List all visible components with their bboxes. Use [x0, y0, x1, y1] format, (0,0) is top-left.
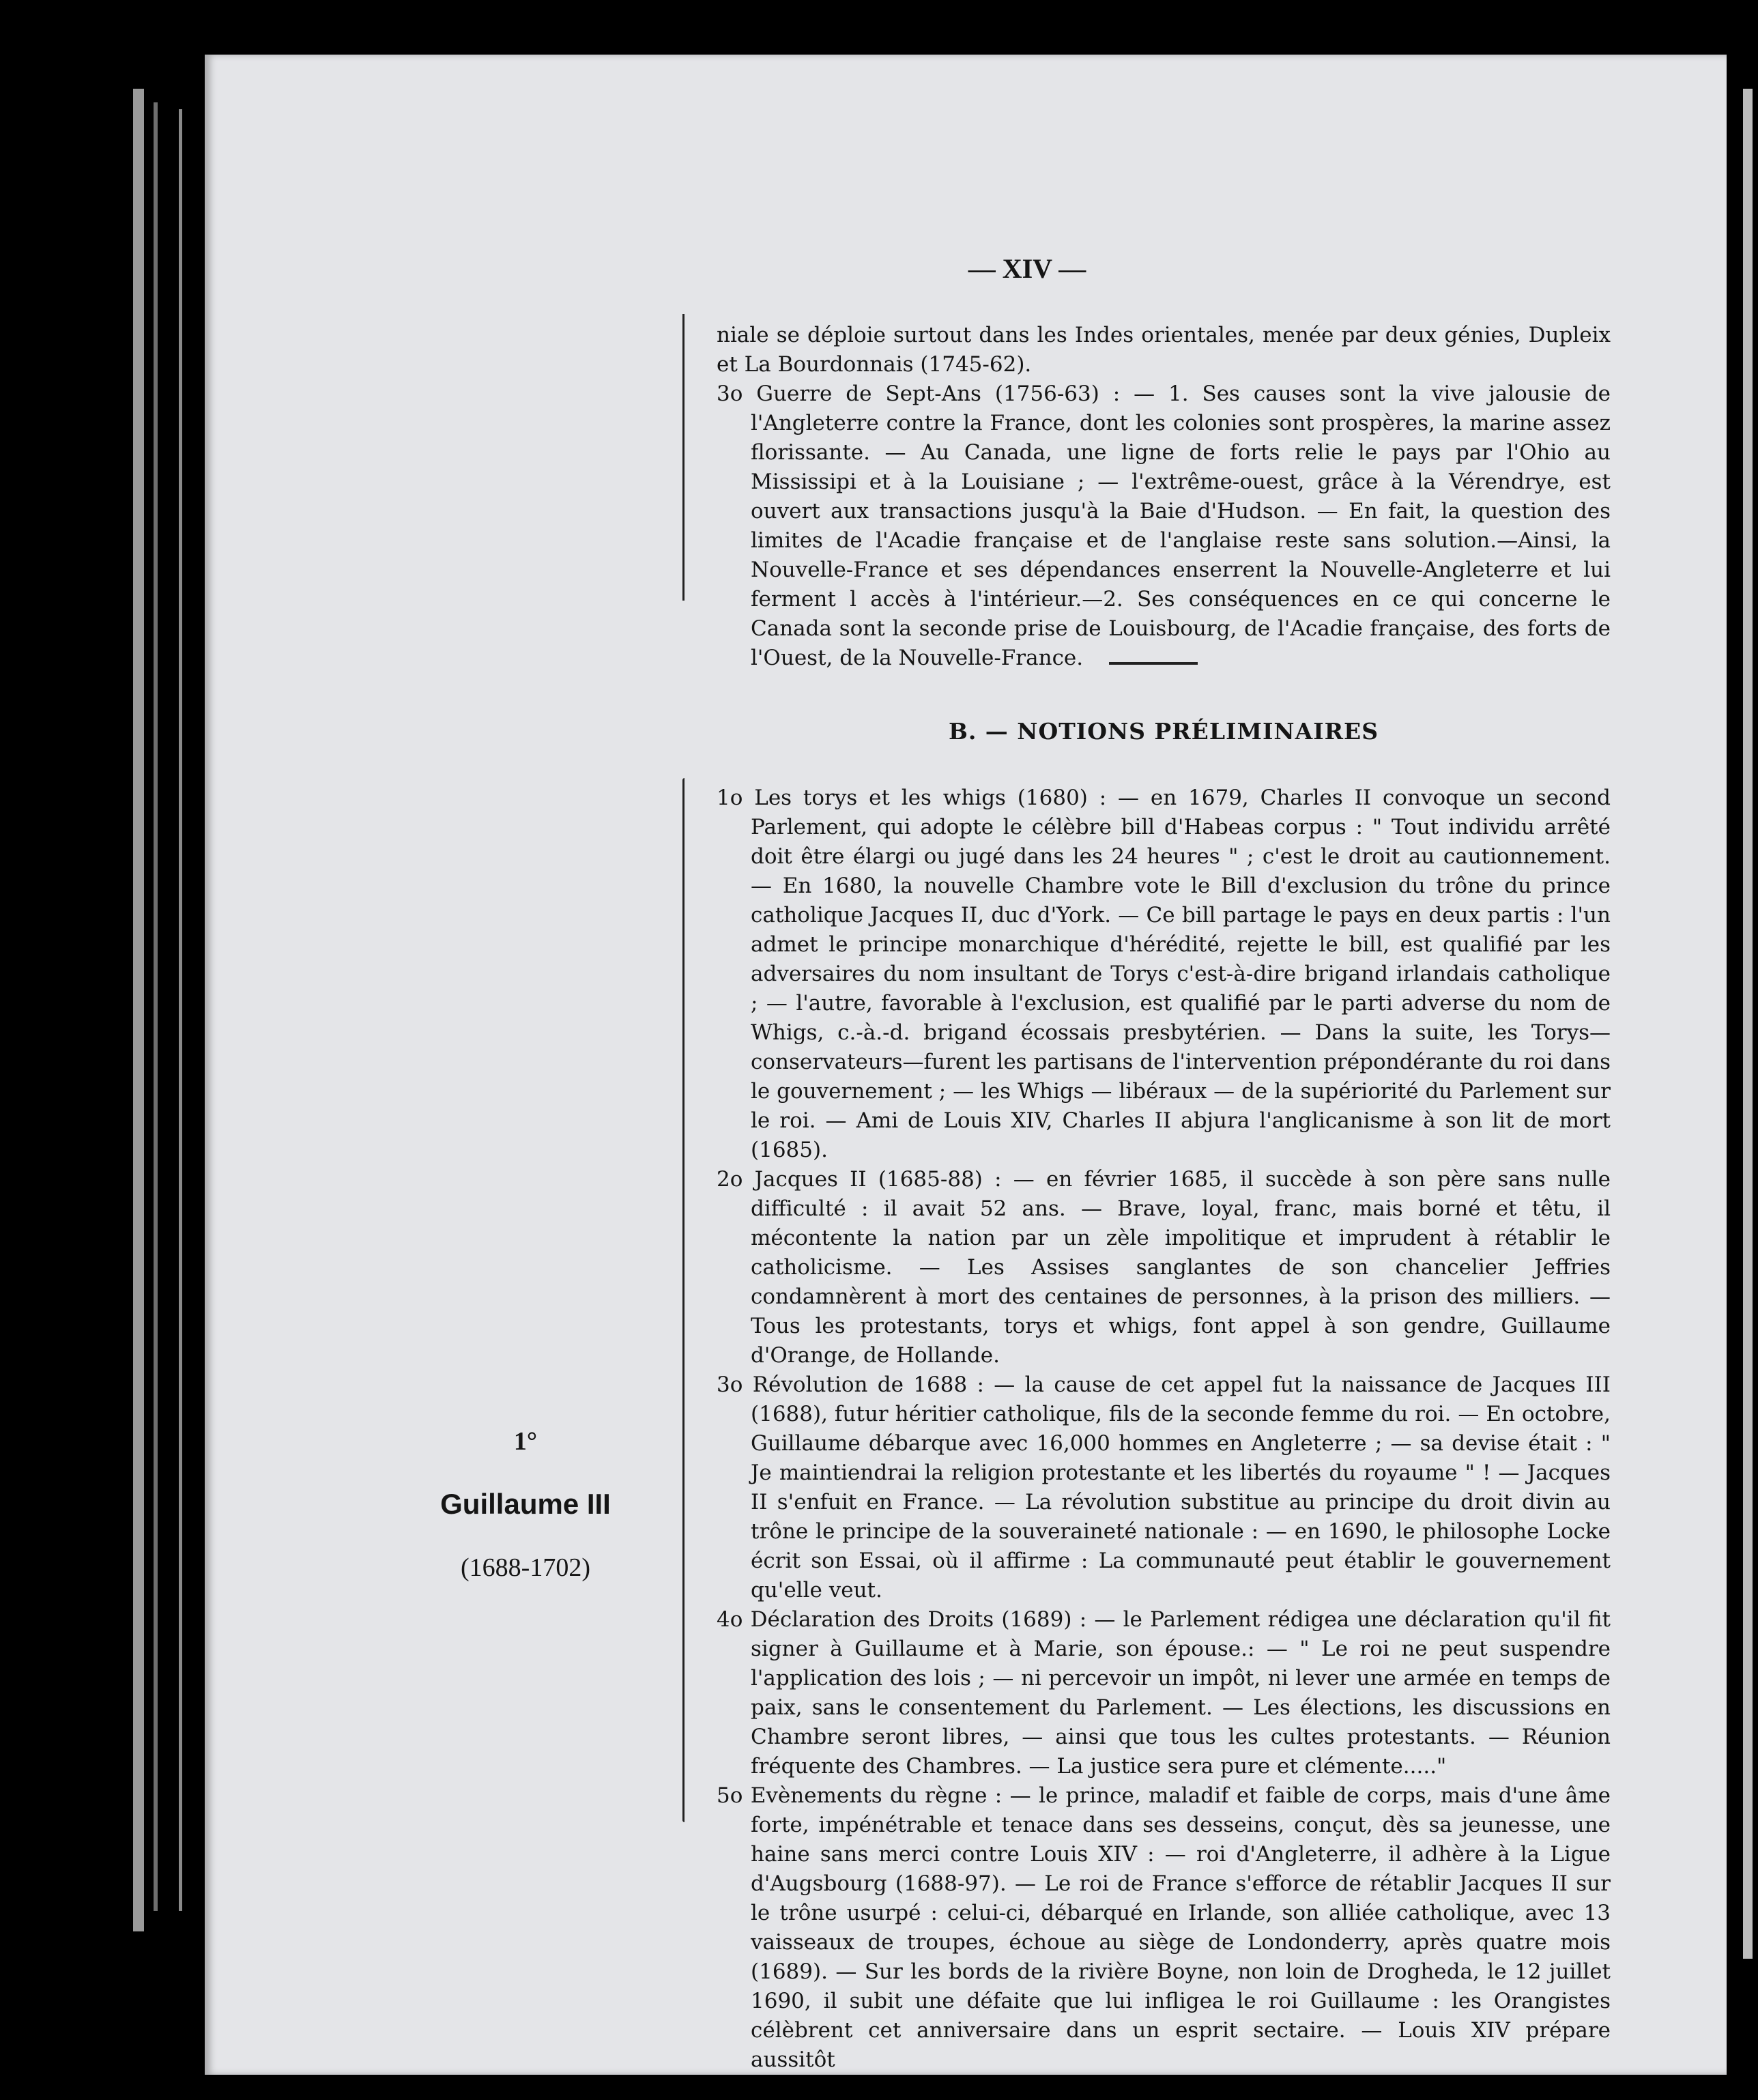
side-ordinal: 1° [513, 1427, 538, 1456]
paragraph-declaration-droits: 4o Déclaration des Droits (1689) : — le Parlement rédigea une déclaration qu'il fit signer à Guillaume et à Marie, son épouse.: — " Le roi ne peut suspendre l'application des lois ; — ni percevoir un impôt, ni lever une armée en temps de paix, sans le consentement du Parlement. — Les élections, les discussions en Chambre seront libres, — ainsi que tous les cultes protestants. — Réunion fréquente des Chambres. — La justice sera pure et clémente....." [717, 1607, 1611, 1779]
section-heading: B. — NOTIONS PRÉLIMINAIRES [948, 718, 1379, 745]
paragraph-continuation: niale se déploie surtout dans les Indes orientales, menée par deux génies, Dupleix et La Bourdonnais (1745-62). [717, 323, 1611, 377]
section-divider [1109, 662, 1198, 665]
paragraph-torys-whigs: 1o Les torys et les whigs (1680) : — en 1679, Charles II convoque un second Parlement, qui adopte le célèbre bill d'Habeas corpus : " Tout individu arrêté doit être élargi ou jugé dans les 24 heures " ; c'est le droit au cautionnement. — En 1680, la nouvelle Chambre vote le Bill d'exclusion du trône du prince catholique Jacques II, duc d'York. — Ce bill partage le pays en deux partis : l'un admet le principe monarchique d'hérédité, rejette le bill, est qualifié par les adversaires du nom insultant de Torys c'est-à-dire brigand irlandais catholique ; — l'autre, favorable à l'exclusion, est qualifié par le parti adverse du nom de Whigs, c.-à.-d. brigand écossais presbytérien. — Dans la suite, les Torys—conservateurs—furent les partisans de l'intervention prépondérante du roi dans le gouvernement ; — les Whigs — libéraux — de la supériorité du Parlement sur le roi. — Ami de Louis XIV, Charles II abjura l'anglicanisme à son lit de mort (1685). [717, 786, 1611, 1162]
paragraph-jacques-ii: 2o Jacques II (1685-88) : — en février 1685, il succède à son père sans nulle difficulté : il avait 52 ans. — Brave, loyal, franc, mais borné et têtu, il mécontente la nation par un zèle impolitique et imprudent à rétablir le catholicisme. — Les Assises sanglantes de son chancelier Jeffries condamnèrent à mort des centaines de personnes, à la prison des milliers. — Tous les protestants, torys et whigs, font appel à son gendre, Guillaume d'Orange, de Hollande. [717, 1167, 1611, 1368]
paragraph-guerre-sept-ans: 3o Guerre de Sept-Ans (1756-63) : — 1. Ses causes sont la vive jalousie de l'Angleterre contre la France, dont les colonies sont prospères, la marine assez florissante. — Au Canada, une ligne de forts relie le pays par l'Ohio au Mississipi et à la Louisiane ; — l'extrême-ouest, grâce à la Vérendrye, est ouvert aux transactions jusqu'à la Baie d'Hudson. — En fait, la question des limites de l'Acadie française et de l'anglaise reste sans solution.—Ainsi, la Nouvelle-France et ses dépendances enserrent la Nouvelle-Angleterre et lui ferment l accès à l'intérieur.—2. Ses conséquences en ce qui concerne le Canada sont la seconde prise de Louisbourg, de l'Acadie française, des forts de l'Ouest, de la Nouvelle-France. [717, 382, 1611, 670]
top-text-block [717, 321, 1611, 673]
page-number: — XIV — [968, 253, 1086, 284]
side-dates: (1688-1702) [461, 1553, 590, 1582]
paragraph-evenements-regne: 5o Evènements du règne : — le prince, maladif et faible de corps, mais d'une âme forte, impénétrable et tenace dans ses desseins, conçut, dès sa jeunesse, une haine sans merci contre Louis XIV : — roi d'Angleterre, il adhère à la Ligue d'Augsbourg (1688-97). — Le roi de France s'efforce de rétablir Jacques II sur le trône usurpé : celui-ci, débarqué en Irlande, son alliée catholique, avec 13 vaisseaux de troupes, échoue au siège de Londonderry, après quatre mois (1689). — Sur les bords de la rivière Boyne, non loin de Drogheda, le 12 juillet 1690, il subit une défaite que lui infligea le roi Guillaume : les Orangistes célèbrent cet anniversaire dans un esprit sectaire. — Louis XIV prépare aussitôt [717, 1783, 1611, 2072]
scan-border-left [133, 89, 144, 1931]
scan-border-left-inner [154, 102, 158, 1911]
bracket-top [682, 314, 685, 601]
bracket-main [682, 778, 685, 1822]
main-text-block [717, 783, 1611, 2075]
scan-border-right [1743, 89, 1753, 1959]
scan-border-left-edge [179, 109, 182, 1911]
paragraph-revolution-1688: 3o Révolution de 1688 : — la cause de cet appel fut la naissance de Jacques III (1688), futur héritier catholique, fils de la seconde femme du roi. — En octobre, Guillaume débarque avec 16,000 hommes en Angleterre ; — sa devise était : " Je maintiendrai la religion protestante et les libertés du royaume " ! — Jacques II s'enfuit en France. — La révolution substitue au principe du droit divin au trône le principe de la souveraineté nationale : — en 1690, le philosophe Locke écrit son Essai, où il affirme : La communauté peut établir le gouvernement qu'elle veut. [717, 1372, 1611, 1602]
side-name: Guillaume III [440, 1488, 611, 1520]
